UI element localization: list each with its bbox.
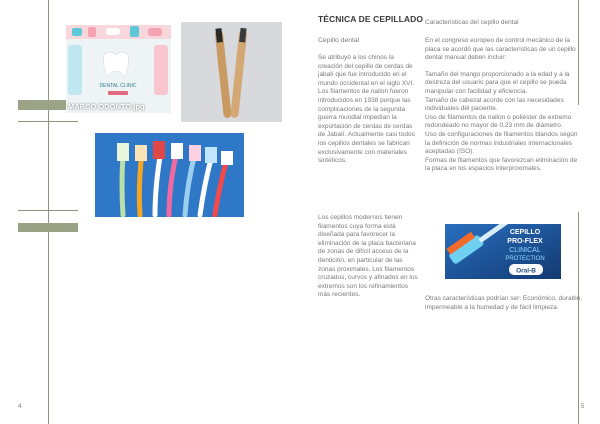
- section-subtitle: Cepillo dental: [318, 37, 360, 44]
- colorful-toothbrushes-image: [95, 133, 244, 217]
- oral-b-advertisement-image: [445, 224, 561, 279]
- other-characteristics-block: [425, 295, 583, 312]
- characteristic-item: Tamaño del mango proporcionado a la edad y a la destreza del usuario para que el cepillo se pueda manipular con facilidad y eficiencia.: [425, 70, 570, 95]
- dental-logo-text: DENTAL CLINIC: [99, 83, 137, 89]
- ad-line3: CLINICAL: [509, 247, 541, 254]
- accent-band-mid: [18, 223, 78, 232]
- oral-b-logo-text: Oral-B: [516, 267, 536, 275]
- ad-line4: PROTECTION: [505, 256, 545, 262]
- characteristic-item: Uso de filamentos de nailon o poliéster de extremo redondeado no mayor de 0.23 mm de diámetro.: [425, 113, 572, 130]
- modern-brushes-text: Los cepillos modernos tienen filamentos cuya forma está diseñada para favorecer la eliminación de la placa bacteriana de zonas de difícil acceso de la dentición, en particular de las zonas proximales. Los filamentos cruzados, curvos y afinados en los extremos son los refinamientos más recientes.: [318, 214, 418, 299]
- history-text: Se atribuyó a los chinos la creación del cepillo de cerdas de jabalí que fue introducido en el mundo occidental en el siglo XVI. Los filamentos de nailon fueron introducidos en 1938 porque las complicaciones de la segunda guerra mundial impedían la exportación de cerdas de cerdas de Jabalí. Actualmente casi todos los cepillos dentales se fabrican exclusivamente con materiales sintéticos.: [318, 54, 415, 165]
- page-title: TÉCNICA DE CEPILLADO: [318, 14, 424, 24]
- characteristic-item: Formas de filamentos que favorezcan eliminación de la placa en los espacios interproximales.: [425, 156, 578, 173]
- congress-text: En el congreso europeo de control mecánico de la placa se acordó que las características de un cepillo dental manual deben incluir:: [425, 37, 576, 62]
- bamboo-toothbrushes-image: [181, 22, 282, 122]
- right-margin-rule-lower: [578, 212, 579, 424]
- characteristics-heading-block: [425, 19, 583, 28]
- characteristics-heading: Características del cepillo dental: [425, 19, 519, 26]
- left-page-number: 4: [18, 404, 22, 410]
- characteristics-block: [425, 37, 583, 174]
- image-caption: MARCO ODONTO.jpg: [68, 102, 145, 111]
- accent-rule-top: [18, 121, 78, 122]
- ad-line1: CEPILLO: [509, 229, 541, 236]
- modern-brushes-paragraph: [318, 214, 420, 300]
- characteristic-item: Tamaño de cabezal acorde con las necesidades individuales del paciente.: [425, 96, 564, 113]
- characteristic-item: Uso de configuraciones de filamentos blandos según la definición de normas industriales internacionales aceptadas (ISO).: [425, 130, 578, 156]
- left-margin-rule: [48, 0, 49, 424]
- accent-rule-mid: [18, 210, 78, 211]
- history-paragraph: [318, 54, 420, 166]
- other-characteristics-text: Otras características podrían ser: Económico, durable, impermeable a la humedad y de fácil limpieza.: [425, 295, 583, 311]
- ad-line2: PRO-FLEX: [507, 238, 543, 245]
- right-page-number: 5: [581, 404, 585, 410]
